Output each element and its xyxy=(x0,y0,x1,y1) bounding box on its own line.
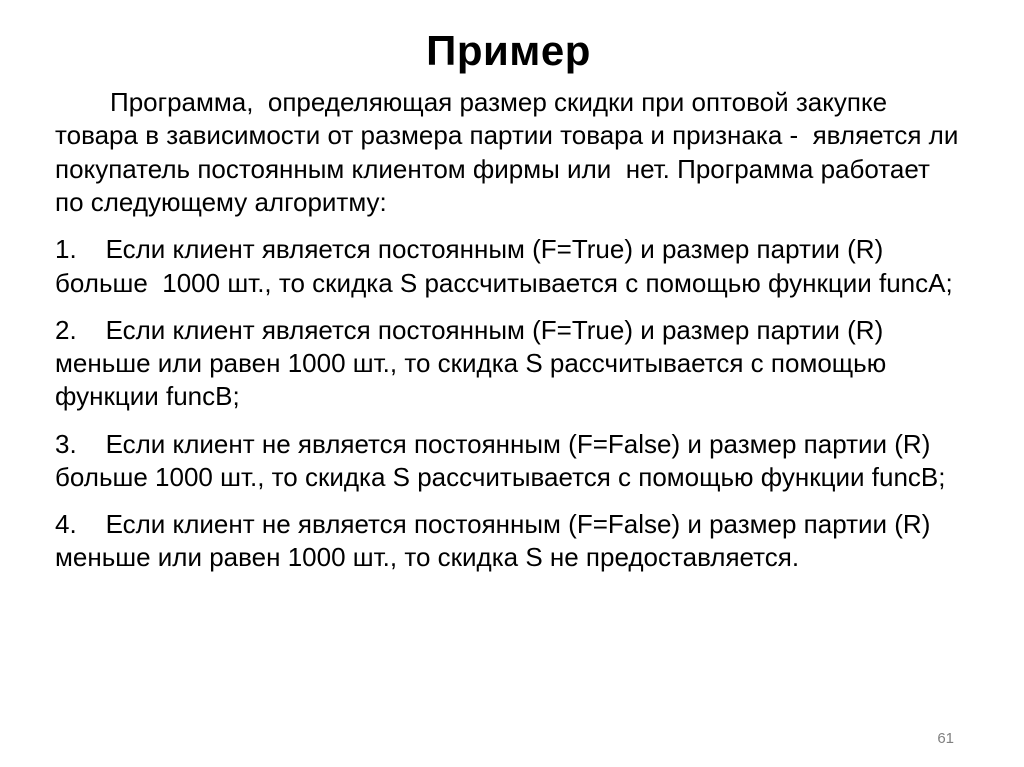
intro-paragraph: Программа, определяющая размер скидки при оптовой закупке товара в зависимости от размера партии товара и признака - является ли покупатель постоянным клиентом фирмы или нет. Программа работает по следующему алгоритму: xyxy=(55,87,966,217)
list-item-1: 1. Если клиент является постоянным (F=True) и размер партии (R) больше 1000 шт., то скидка S рассчитывается с помощью функции funcA; xyxy=(55,234,953,298)
list-item-4: 4. Если клиент не является постоянным (F=False) и размер партии (R) меньше или равен 1000 шт., то скидка S не предоставляется. xyxy=(55,509,953,573)
slide-title: Пример xyxy=(426,27,591,74)
page-number: 61 xyxy=(937,730,954,747)
list-item-2: 2. Если клиент является постоянным (F=True) и размер партии (R) меньше или равен 1000 шт., то скидка S рассчитывается с помощью функции funcB; xyxy=(55,314,894,412)
list-item-3: 3. Если клиент не является постоянным (F=False) и размер партии (R) больше 1000 шт., то скидка S рассчитывается с помощью функции funcB; xyxy=(55,428,946,492)
